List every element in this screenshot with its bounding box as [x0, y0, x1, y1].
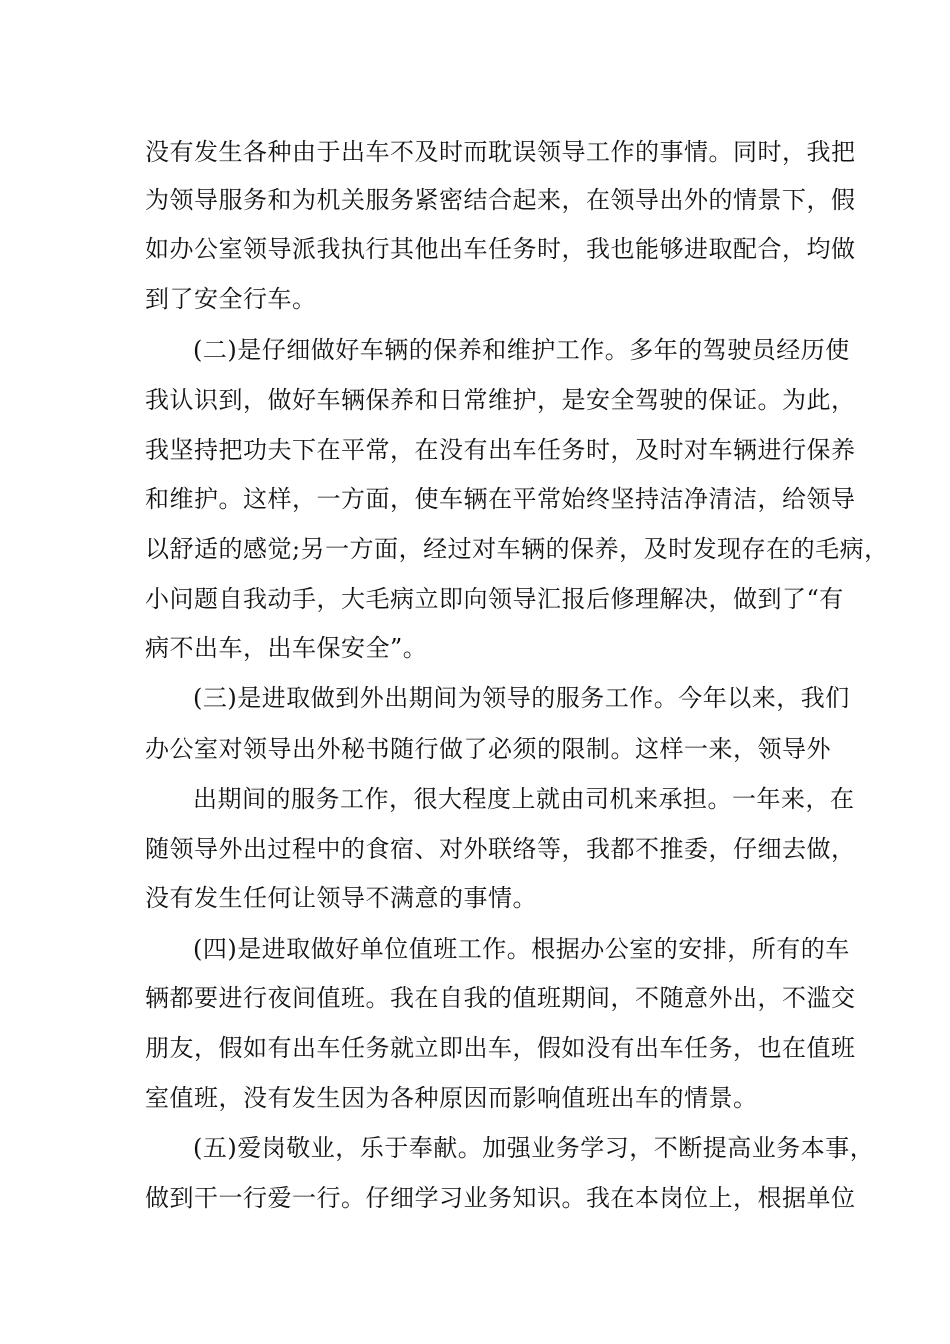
text-line: 朋友，假如有出车任务就立即出车，假如没有出车任务，也在值班 [145, 1034, 856, 1062]
text-line: 以舒适的感觉;另一方面，经过对车辆的保养，及时发现存在的毛病， [145, 535, 889, 563]
paragraph-start-line: (四)是进取做好单位值班工作。根据办公室的安排，所有的车 [193, 935, 850, 963]
text-line: 没有发生任何让领导不满意的事情。 [145, 884, 537, 912]
text-line: 病不出车，出车保安全”。 [145, 634, 428, 662]
text-line: 没有发生各种由于出车不及时而耽误领导工作的事情。同时，我把 [145, 138, 856, 166]
paragraph-start-line: (五)爱岗敬业，乐于奉献。加强业务学习，不断提高业务本事， [193, 1134, 875, 1162]
text-line: 辆都要进行夜间值班。我在自我的值班期间，不随意外出，不滥交 [145, 984, 856, 1012]
text-line: 如办公室领导派我执行其他出车任务时，我也能够进取配合，均做 [145, 235, 856, 263]
text-line: 办公室对领导出外秘书随行做了必须的限制。这样一来，领导外 [145, 735, 831, 763]
text-line: 到了安全行车。 [145, 285, 317, 313]
text-line: 做到干一行爱一行。仔细学习业务知识。我在本岗位上，根据单位 [145, 1184, 856, 1212]
text-line: 随领导外出过程中的食宿、对外联络等，我都不推委，仔细去做， [145, 835, 856, 863]
text-line: 室值班，没有发生因为各种原因而影响值班出车的情景。 [145, 1084, 758, 1112]
text-line: 我坚持把功夫下在平常，在没有出车任务时，及时对车辆进行保养 [145, 436, 856, 464]
text-line: 我认识到，做好车辆保养和日常维护，是安全驾驶的保证。为此， [145, 386, 856, 414]
paragraph-start-line: (三)是进取做到外出期间为领导的服务工作。今年以来，我们 [193, 684, 850, 712]
text-line: 小问题自我动手，大毛病立即向领导汇报后修理解决，做到了“有 [145, 585, 844, 613]
paragraph-start-line: (二)是仔细做好车辆的保养和维护工作。多年的驾驶员经历使 [193, 336, 850, 364]
paragraph-start-line: 出期间的服务工作，很大程度上就由司机来承担。一年来，在 [193, 785, 855, 813]
text-line: 和维护。这样，一方面，使车辆在平常始终坚持洁净清洁，给领导 [145, 485, 856, 513]
text-line: 为领导服务和为机关服务紧密结合起来，在领导出外的情景下，假 [145, 186, 856, 214]
